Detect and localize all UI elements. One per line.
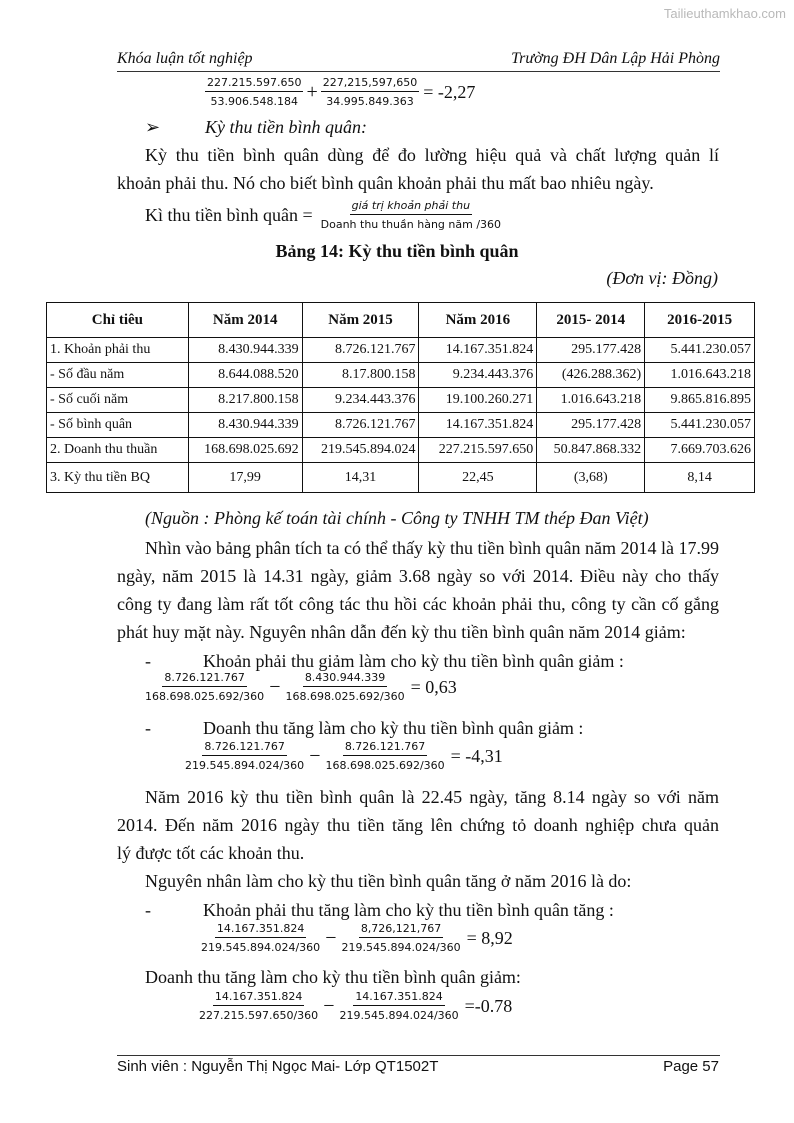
equation-2 xyxy=(183,739,503,773)
table-cell: 8,14 xyxy=(645,463,755,493)
section-bullet: ➢ xyxy=(145,117,161,137)
fraction xyxy=(283,670,406,704)
analysis1-line-1: Nhìn vào bảng phân tích ta có thể thấy kỳ thu tiền bình quân năm 2014 là 17.99 xyxy=(145,538,719,558)
numerator: 8.726.121.767 xyxy=(162,670,246,687)
table-source: (Nguồn : Phòng kế toán tài chính - Công ty TNHH TM thép Đan Việt) xyxy=(145,508,649,528)
numerator: 227,215,597,650 xyxy=(321,75,419,92)
denominator: 168.698.025.692/360 xyxy=(285,690,405,703)
table-cell: 5.441.230.057 xyxy=(645,413,755,438)
fraction xyxy=(339,921,462,955)
denominator: 34.995.849.363 xyxy=(326,95,414,108)
header-cell: Năm 2016 xyxy=(419,303,537,338)
table-cell: 8.726.121.767 xyxy=(302,338,419,363)
intro-line-1: Kỳ thu tiền bình quân dùng để đo lường hiệu quả và chất lượng quản lí xyxy=(145,145,719,165)
row-label: 1. Khoản phải thu xyxy=(47,338,189,363)
intro-line-2: khoản phải thu. Nó cho biết bình quân khoản phải thu mất bao nhiêu ngày. xyxy=(117,173,654,193)
item1-text: Khoản phải thu giảm làm cho kỳ thu tiền bình quân giảm : xyxy=(203,651,624,671)
denominator: Doanh thu thuần hàng năm /360 xyxy=(320,218,502,231)
result: = 8,92 xyxy=(466,927,513,948)
footer-student: Sinh viên : Nguyễn Thị Ngọc Mai- Lớp QT1502T xyxy=(117,1058,439,1075)
table-cell: 8.644.088.520 xyxy=(188,363,302,388)
numerator: 14.167.351.824 xyxy=(353,989,444,1006)
denominator: 227.215.597.650/360 xyxy=(199,1009,319,1022)
table-row xyxy=(47,338,755,363)
table-row xyxy=(47,438,755,463)
item2-dash: - xyxy=(145,718,151,738)
denominator: 168.698.025.692/360 xyxy=(145,690,265,703)
table-cell: 14.167.351.824 xyxy=(419,413,537,438)
table-cell: 219.545.894.024 xyxy=(302,438,419,463)
table-cell: 14.167.351.824 xyxy=(419,338,537,363)
table-cell: (426.288.362) xyxy=(537,363,645,388)
table-cell: 5.441.230.057 xyxy=(645,338,755,363)
fraction xyxy=(205,75,303,109)
table-row xyxy=(47,363,755,388)
equation-top xyxy=(205,75,475,109)
table-cell: 8.726.121.767 xyxy=(302,413,419,438)
row-label: - Số cuối năm xyxy=(47,388,189,413)
analysis1-line-3: công ty đang làm rất tốt công tác thu hồi các khoản phải thu, công ty cần cố gắng xyxy=(117,594,719,614)
result: = 0,63 xyxy=(410,676,457,697)
numerator: 8.726.121.767 xyxy=(343,739,427,756)
table-cell: 22,45 xyxy=(419,463,537,493)
operator: − xyxy=(325,926,337,949)
numerator: giá trị khoản phải thu xyxy=(350,198,472,215)
denominator: 219.545.894.024/360 xyxy=(201,941,321,954)
numerator: 227.215.597.650 xyxy=(205,75,303,92)
fraction xyxy=(197,989,320,1023)
fraction xyxy=(143,670,266,704)
analysis1-line-2: ngày, năm 2015 là 14.31 ngày, giảm 3.68 ngày so với 2014. Điều này cho thấy xyxy=(117,566,719,586)
numerator: 8,726,121,767 xyxy=(359,921,443,938)
table-header-row xyxy=(47,303,755,338)
table-cell: 1.016.643.218 xyxy=(537,388,645,413)
analysis2-line-2: 2014. Đến năm 2016 ngày thu tiền tăng lên chứng tỏ doanh nghiệp chưa quản xyxy=(117,815,719,835)
numerator: 14.167.351.824 xyxy=(213,989,304,1006)
denominator: 219.545.894.024/360 xyxy=(341,941,461,954)
cause-2016: Nguyên nhân làm cho kỳ thu tiền bình quân tăng ở năm 2016 là do: xyxy=(145,871,632,891)
result: = -4,31 xyxy=(450,745,503,766)
fraction xyxy=(337,989,460,1023)
table-cell: 50.847.868.332 xyxy=(537,438,645,463)
numerator: 14.167.351.824 xyxy=(215,921,306,938)
table-cell: 295.177.428 xyxy=(537,413,645,438)
equation-3 xyxy=(199,921,513,955)
table-cell: 1.016.643.218 xyxy=(645,363,755,388)
operator: − xyxy=(323,994,335,1017)
section-title: Kỳ thu tiền bình quân: xyxy=(205,117,367,137)
fraction xyxy=(183,739,306,773)
table-row xyxy=(47,413,755,438)
equation-1 xyxy=(143,670,457,704)
table-cell: 168.698.025.692 xyxy=(188,438,302,463)
table-cell: 9.234.443.376 xyxy=(419,363,537,388)
item3-dash: - xyxy=(145,900,151,920)
table-row xyxy=(47,463,755,493)
formula xyxy=(145,198,503,232)
result: =-0.78 xyxy=(464,995,513,1016)
operator: − xyxy=(309,744,321,767)
table-cell: 17,99 xyxy=(188,463,302,493)
table-cell: 14,31 xyxy=(302,463,419,493)
table-cell: 19.100.260.271 xyxy=(419,388,537,413)
header-cell: Năm 2014 xyxy=(188,303,302,338)
item4-text: Doanh thu tăng làm cho kỳ thu tiền bình quân giảm: xyxy=(145,967,521,987)
page-number: Page 57 xyxy=(663,1058,719,1075)
table-cell: (3,68) xyxy=(537,463,645,493)
analysis1-line-4: phát huy mặt này. Nguyên nhân dẫn đến kỳ thu tiền bình quân năm 2014 giảm: xyxy=(117,622,686,642)
header-divider xyxy=(117,71,720,72)
header-cell: 2015- 2014 xyxy=(537,303,645,338)
table-cell: 9.865.816.895 xyxy=(645,388,755,413)
operator: − xyxy=(269,675,281,698)
analysis2-line-1: Năm 2016 kỳ thu tiền bình quân là 22.45 ngày, tăng 8.14 ngày so với năm xyxy=(145,787,719,807)
table-cell: 7.669.703.626 xyxy=(645,438,755,463)
fraction xyxy=(323,739,446,773)
formula-label: Kì thu tiền bình quân = xyxy=(145,204,313,225)
operator: + xyxy=(306,80,318,103)
table-cell: 8.430.944.339 xyxy=(188,413,302,438)
numerator: 8.726.121.767 xyxy=(202,739,286,756)
result: = -2,27 xyxy=(423,81,476,102)
header-cell: Chỉ tiêu xyxy=(47,303,189,338)
table-unit: (Đơn vị: Đồng) xyxy=(606,268,718,288)
denominator: 219.545.894.024/360 xyxy=(339,1009,459,1022)
equation-4 xyxy=(197,989,512,1023)
table-cell: 227.215.597.650 xyxy=(419,438,537,463)
table-cell: 9.234.443.376 xyxy=(302,388,419,413)
denominator: 53.906.548.184 xyxy=(210,95,298,108)
header-left: Khóa luận tốt nghiệp xyxy=(117,50,253,67)
item2-text: Doanh thu tăng làm cho kỳ thu tiền bình quân giảm : xyxy=(203,718,584,738)
analysis2-line-3: lý được tốt các khoản thu. xyxy=(117,843,305,863)
numerator: 8.430.944.339 xyxy=(303,670,387,687)
denominator: 168.698.025.692/360 xyxy=(325,759,445,772)
header-cell: 2016-2015 xyxy=(645,303,755,338)
footer-divider xyxy=(117,1055,720,1056)
item3-text: Khoản phải thu tăng làm cho kỳ thu tiền bình quân tăng : xyxy=(203,900,614,920)
header-right: Trường ĐH Dân Lập Hải Phòng xyxy=(511,50,720,67)
row-label: 2. Doanh thu thuần xyxy=(47,438,189,463)
row-label: - Số đầu năm xyxy=(47,363,189,388)
table-title: Bảng 14: Kỳ thu tiền bình quân xyxy=(275,241,519,261)
table-cell: 8.430.944.339 xyxy=(188,338,302,363)
fraction xyxy=(321,75,419,109)
table-cell: 295.177.428 xyxy=(537,338,645,363)
row-label: 3. Kỳ thu tiền BQ xyxy=(47,463,189,493)
receivable-table xyxy=(46,302,755,493)
table-cell: 8.217.800.158 xyxy=(188,388,302,413)
table-cell: 8.17.800.158 xyxy=(302,363,419,388)
row-label: - Số bình quân xyxy=(47,413,189,438)
item1-dash: - xyxy=(145,651,151,671)
fraction xyxy=(319,198,503,232)
header-cell: Năm 2015 xyxy=(302,303,419,338)
table-row xyxy=(47,388,755,413)
denominator: 219.545.894.024/360 xyxy=(185,759,305,772)
watermark: Tailieuthamkhao.com xyxy=(663,6,786,21)
fraction xyxy=(199,921,322,955)
